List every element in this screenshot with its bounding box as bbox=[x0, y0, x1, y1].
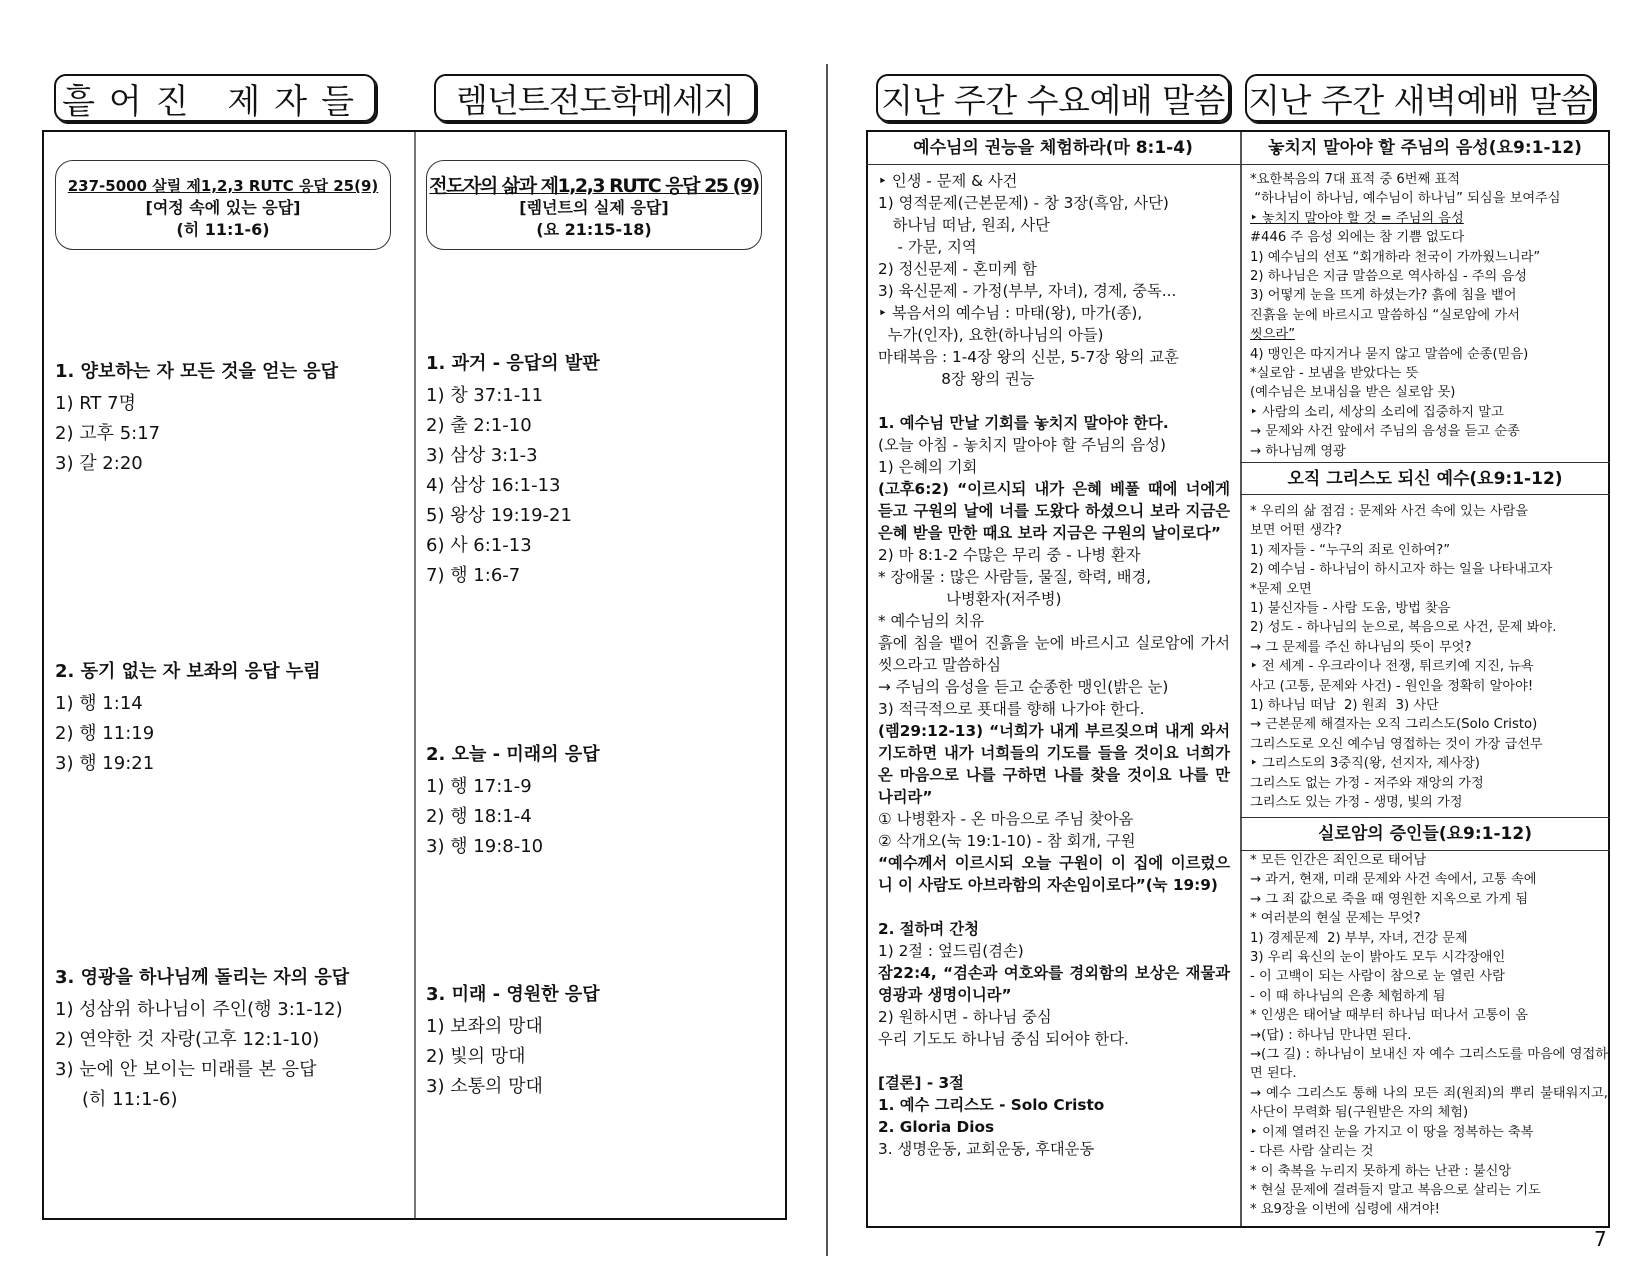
col1-reference-box bbox=[55, 160, 391, 250]
col1-s1-item: 3) 갈 2:20 bbox=[55, 453, 143, 474]
page-fold-divider bbox=[826, 64, 828, 1256]
text-line: (고후6:2) “이르시되 내가 은혜 베풀 때에 너에게 듣고 구원의 날에 너를 도왔다 하셨으니 보라 지금은 은혜 받을 만한 때요 보라 지금은 구원의 날이로다” bbox=[878, 480, 1236, 542]
col1-s1-head: 1. 양보하는 자 모든 것을 얻는 응답 bbox=[55, 361, 339, 382]
text-line: 3) 적극적으로 푯대를 향해 나가야 한다. bbox=[878, 700, 1145, 718]
text-line: 1. 예수님 만날 기회를 놓치지 말아야 한다. bbox=[878, 414, 1169, 432]
col2-s2-item: 2) 행 18:1-4 bbox=[426, 806, 532, 827]
col1-s2-item: 3) 행 19:21 bbox=[55, 753, 155, 774]
text-line: - 이 고백이 되는 사람이 참으로 눈 열린 사람 bbox=[1250, 969, 1505, 985]
text-line: * 요9장을 이번에 심령에 새겨야! bbox=[1250, 1202, 1440, 1218]
right-column-divider bbox=[1240, 132, 1242, 1226]
col1-s1-item: 1) RT 7명 bbox=[55, 393, 136, 414]
text-line: ‣ 사람의 소리, 세상의 소리에 집중하지 말고 bbox=[1250, 404, 1504, 420]
left-column-divider bbox=[414, 132, 416, 1218]
text-line: (예수님은 보내심을 받은 실로암 못) bbox=[1250, 385, 1456, 401]
col2-reference-box bbox=[426, 160, 762, 250]
text-line: → 하나님께 영광 bbox=[1250, 443, 1346, 459]
text-line: #446 주 음성 외에는 참 기쁨 없도다 bbox=[1250, 230, 1465, 246]
text-line bbox=[878, 896, 1230, 918]
col2-s1-head: 1. 과거 - 응답의 발판 bbox=[426, 353, 600, 374]
col2-s3-head: 3. 미래 - 영원한 응답 bbox=[426, 984, 600, 1005]
col2-ref-verse: (요 21:15-18) bbox=[536, 220, 652, 239]
text-line: ② 삭개오(눅 19:1-10) - 참 회개, 구원 bbox=[878, 832, 1136, 850]
text-line: * 예수님의 치유 bbox=[878, 612, 985, 630]
text-line: 그리스도 있는 가정 - 생명, 빛의 가정 bbox=[1250, 795, 1463, 811]
text-line: 2) 마 8:1-2 수많은 무리 중 - 나병 환자 bbox=[878, 546, 1141, 564]
text-line: 1) 은혜의 기회 bbox=[878, 458, 978, 476]
col1-ref-sub: [여정 속에 있는 응답] bbox=[145, 198, 301, 217]
col1-s3-item: 2) 연약한 것 자랑(고후 12:1-10) bbox=[55, 1029, 320, 1050]
text-line: ‣ 이제 열려진 눈을 가지고 이 땅을 정복하는 축복 bbox=[1250, 1124, 1534, 1140]
page-number: 7 bbox=[1594, 1227, 1607, 1251]
text-line: 1) 2절 : 엎드림(겸손) bbox=[878, 942, 1024, 960]
text-line: 2) 성도 - 하나님의 눈으로, 복음으로 사건, 문제 봐야. bbox=[1250, 620, 1557, 636]
text-line: *요한복음의 7대 표적 중 6번째 표적 bbox=[1250, 172, 1460, 187]
text-line: - 이 때 하나님의 은총 체험하게 됨 bbox=[1250, 988, 1446, 1004]
col3-header: 예수님의 권능을 체험하라(마 8:1-4) bbox=[913, 138, 1193, 158]
col1-ref-verse: (히 11:1-6) bbox=[176, 220, 270, 239]
text-line: * 우리의 삶 점검 : 문제와 사건 속에 있는 사람을 bbox=[1250, 504, 1529, 519]
text-line: 4) 맹인은 따지거나 묻지 않고 말씀에 순종(믿음) bbox=[1250, 346, 1529, 362]
col2-s1-item: 6) 사 6:1-13 bbox=[426, 535, 532, 556]
text-line: * 현실 문제에 걸려들지 말고 복음으로 살리는 기도 bbox=[1250, 1182, 1541, 1198]
text-line: → 문제와 사건 앞에서 주님의 음성을 듣고 순종 bbox=[1250, 424, 1520, 440]
text-line: → 근본문제 해결자는 오직 그리스도(Solo Cristo) bbox=[1250, 717, 1538, 733]
text-line: → 그 문제를 주신 하나님의 뜻이 무엇? bbox=[1250, 639, 1472, 655]
col1-section-3 bbox=[55, 963, 385, 1115]
text-line: 8장 왕의 권능 bbox=[878, 370, 1035, 388]
col1-ref-main: 237-5000 살릴 제1,2,3 RUTC 응답 25(9) bbox=[67, 177, 379, 195]
text-line: 우리 기도도 하나님 중심 되어야 한다. bbox=[878, 1030, 1129, 1048]
col2-s1-item: 7) 행 1:6-7 bbox=[426, 565, 521, 586]
text-line: 1) 영적문제(근본문제) - 창 3장(흑암, 사단) bbox=[878, 194, 1169, 212]
text-line: (오늘 아침 - 놓치지 말아야 할 주님의 음성) bbox=[878, 436, 1166, 454]
text-line: 1. 예수 그리스도 - Solo Cristo bbox=[878, 1096, 1105, 1114]
text-line: →(그 길) : 하나님이 보내신 자 예수 그리스도를 마음에 영접하면 된다. bbox=[1250, 1047, 1608, 1082]
title-remnant-message: 렘넌트전도학메세지 bbox=[434, 74, 756, 122]
text-line: → 주님의 음성을 듣고 순종한 맹인(밝은 눈) bbox=[878, 678, 1169, 696]
text-line: [결론] - 3절 bbox=[878, 1074, 964, 1092]
text-line: * 인생은 태어날 때부터 하나님 떠나서 고통이 옴 bbox=[1250, 1008, 1528, 1024]
col2-section-1 bbox=[426, 349, 756, 591]
col1-section-2 bbox=[55, 657, 385, 779]
text-line: 그리스도로 오신 예수님 영접하는 것이 가장 급선무 bbox=[1250, 736, 1543, 752]
col4a-header: 놓치지 말아야 할 주님의 음성(요9:1-12) bbox=[1268, 138, 1582, 158]
text-line: 2) 예수님 - 하나님이 하시고자 하는 일을 나타내고자 bbox=[1250, 562, 1553, 578]
text-line: * 여러분의 현실 문제는 무엇? bbox=[1250, 911, 1421, 927]
text-line: ‣ 그리스도의 3중직(왕, 선지자, 제사장) bbox=[1250, 756, 1480, 772]
title-scattered-disciples: 흩어진 제자들 bbox=[54, 74, 376, 122]
col1-s2-head: 2. 동기 없는 자 보좌의 응답 누림 bbox=[55, 661, 321, 682]
col2-s2-head: 2. 오늘 - 미래의 응답 bbox=[426, 744, 600, 765]
col1-s1-item: 2) 고후 5:17 bbox=[55, 423, 161, 444]
col1-s3-item: 1) 성삼위 하나님이 주인(행 3:1-12) bbox=[55, 999, 343, 1020]
text-line: 흙에 침을 뱉어 진흙을 눈에 바르시고 실로암에 가서 씻으라고 말씀하심 bbox=[878, 634, 1235, 674]
text-line: 1) 제자들 - “누구의 죄로 인하여?” bbox=[1250, 542, 1451, 558]
col2-s3-item: 2) 빛의 망대 bbox=[426, 1046, 526, 1067]
text-line: 3. 생명운동, 교회운동, 후대운동 bbox=[878, 1140, 1095, 1158]
col2-s1-item: 1) 창 37:1-11 bbox=[426, 385, 544, 406]
text-line: 1) 불신자들 - 사람 도움, 방법 찾음 bbox=[1250, 601, 1451, 617]
col1-s2-item: 1) 행 1:14 bbox=[55, 693, 143, 714]
text-line: → 예수 그리스도 통해 나의 모든 죄(원죄)의 뿌리 불태워지고, 사단이 무력화 됨(구원받은 자의 체험) bbox=[1250, 1085, 1613, 1121]
text-line: 나병환자(저주병) bbox=[878, 590, 1062, 608]
text-line: ‣ 놓치지 말아야 할 것 = 주님의 음성 bbox=[1250, 210, 1464, 226]
text-line: 2. 절하며 간청 bbox=[878, 920, 979, 938]
col4b-header: 오직 그리스도 되신 예수(요9:1-12) bbox=[1287, 469, 1563, 489]
text-line: 2. Gloria Dios bbox=[878, 1118, 995, 1136]
col1-s3-item: (히 11:1-6) bbox=[82, 1089, 178, 1110]
col1-section-1 bbox=[55, 357, 385, 479]
text-line: ① 나병환자 - 온 마음으로 주님 찾아옴 bbox=[878, 810, 1134, 828]
title-dawn-message: 지난 주간 새벽예배 말씀 bbox=[1245, 74, 1595, 122]
text-line: ‣ 전 세계 - 우크라이나 전쟁, 튀르키예 지진, 뉴욕 bbox=[1250, 659, 1534, 675]
text-line: ‣ 복음서의 예수님 : 마태(왕), 마가(종), bbox=[878, 304, 1143, 322]
col2-ref-sub: [렘넌트의 실제 응답] bbox=[519, 198, 669, 217]
text-line: 마태복음 : 1-4장 왕의 신분, 5-7장 왕의 교훈 bbox=[878, 348, 1179, 366]
text-line: 1) 예수님의 선포 “회개하라 천국이 가까웠느니라” bbox=[1250, 249, 1541, 265]
col2-section-2 bbox=[426, 740, 756, 862]
title-wednesday-message: 지난 주간 수요예배 말씀 bbox=[876, 74, 1230, 122]
col2-s1-item: 5) 왕상 19:19-21 bbox=[426, 505, 572, 526]
text-line: “하나님이 하나님, 예수님이 하나님” 되심을 보여주심 bbox=[1250, 191, 1561, 207]
text-line: 3) 우리 육신의 눈이 밝아도 모두 시각장애인 bbox=[1250, 950, 1506, 966]
text-line: *실로암 - 보냄을 받았다는 뜻 bbox=[1250, 366, 1419, 382]
text-line: 1) 하나님 떠남 2) 원죄 3) 사단 bbox=[1250, 698, 1439, 714]
col1-s2-item: 2) 행 11:19 bbox=[55, 723, 155, 744]
text-line: 2) 하나님은 지금 말씀으로 역사하심 - 주의 음성 bbox=[1250, 269, 1527, 285]
text-line: *문제 오면 bbox=[1250, 581, 1312, 597]
text-line: 잠22:4, “겸손과 여호와를 경외함의 보상은 재물과 영광과 생명이니라” bbox=[878, 964, 1236, 1004]
text-line: 3) 육신문제 - 가정(부부, 자녀), 경제, 중독... bbox=[878, 282, 1177, 300]
text-line: (렘29:12-13) “너희가 내게 부르짖으며 내게 와서 기도하면 내가 너희들의 기도를 들을 것이요 너희가 온 마음으로 나를 구하면 나를 찾을 것이요 나를 만나리라” bbox=[878, 722, 1236, 806]
text-line: 보면 어떤 생각? bbox=[1250, 523, 1342, 539]
text-line: →(답) : 하나님 만나면 된다. bbox=[1250, 1027, 1412, 1043]
col4b-body bbox=[1250, 502, 1608, 813]
col4c-body bbox=[1250, 851, 1613, 1220]
text-line: * 이 축복을 누리지 못하게 하는 난관 : 불신앙 bbox=[1250, 1163, 1512, 1179]
col4c-header: 실로암의 증인들(요9:1-12) bbox=[1317, 824, 1532, 844]
text-line bbox=[878, 1050, 1230, 1072]
text-line: 누가(인자), 요한(하나님의 아들) bbox=[878, 326, 1104, 344]
text-line: 2) 원하시면 - 하나님 중심 bbox=[878, 1008, 1052, 1026]
col2-s1-item: 4) 삼상 16:1-13 bbox=[426, 475, 561, 496]
text-line: - 다른 사람 살리는 것 bbox=[1250, 1144, 1374, 1160]
text-line: 진흙을 눈에 바르시고 말씀하심 “실로암에 가서 bbox=[1250, 307, 1520, 323]
col4a-body bbox=[1250, 170, 1608, 461]
col2-section-3 bbox=[426, 980, 756, 1102]
text-line: 3) 어떻게 눈을 뜨게 하셨는가? 흙에 침을 뱉어 bbox=[1250, 288, 1517, 304]
text-line: - 가문, 지역 bbox=[878, 238, 977, 256]
col2-s3-item: 1) 보좌의 망대 bbox=[426, 1016, 543, 1037]
col2-s2-item: 3) 행 19:8-10 bbox=[426, 836, 544, 857]
text-line: 그리스도 없는 가정 - 저주와 재앙의 가정 bbox=[1250, 775, 1484, 791]
col2-s3-item: 3) 소통의 망대 bbox=[426, 1076, 543, 1097]
text-line: 씻으라” bbox=[1250, 327, 1296, 343]
text-line: “예수께서 이르시되 오늘 구원이 이 집에 이르렀으니 이 사람도 아브라함의 자손임이로다”(눅 19:9) bbox=[878, 854, 1230, 894]
text-line: → 과거, 현재, 미래 문제와 사건 속에서, 고통 속에 bbox=[1250, 872, 1537, 888]
text-line: 하나님 떠남, 원죄, 사단 bbox=[878, 216, 1050, 234]
text-line: 사고 (고통, 문제와 사건) - 원인을 정확히 알아야! bbox=[1250, 678, 1534, 694]
col3-body bbox=[878, 170, 1236, 1160]
col2-ref-main: 전도자의 삶과 제1,2,3 RUTC 응답 25 (9) bbox=[429, 175, 759, 197]
col2-s1-item: 3) 삼상 3:1-3 bbox=[426, 445, 538, 466]
text-line: * 장애물 : 많은 사람들, 물질, 학력, 배경, bbox=[878, 568, 1152, 586]
text-line: ‣ 인생 - 문제 & 사건 bbox=[878, 172, 1018, 190]
col2-s2-item: 1) 행 17:1-9 bbox=[426, 776, 532, 797]
text-line bbox=[878, 390, 1230, 412]
right-header-rule bbox=[866, 164, 1610, 165]
text-line: * 모든 인간은 죄인으로 태어남 bbox=[1250, 853, 1427, 868]
col2-s1-item: 2) 출 2:1-10 bbox=[426, 415, 532, 436]
text-line: → 그 죄 값으로 죽을 때 영원한 지옥으로 가게 됨 bbox=[1250, 891, 1529, 907]
text-line: 2) 정신문제 - 혼미케 함 bbox=[878, 260, 1037, 278]
col1-s3-head: 3. 영광을 하나님께 돌리는 자의 응답 bbox=[55, 967, 350, 988]
col1-s3-item: 3) 눈에 안 보이는 미래를 본 응답 bbox=[55, 1059, 317, 1080]
text-line: 1) 경제문제 2) 부부, 자녀, 건강 문제 bbox=[1250, 930, 1468, 946]
